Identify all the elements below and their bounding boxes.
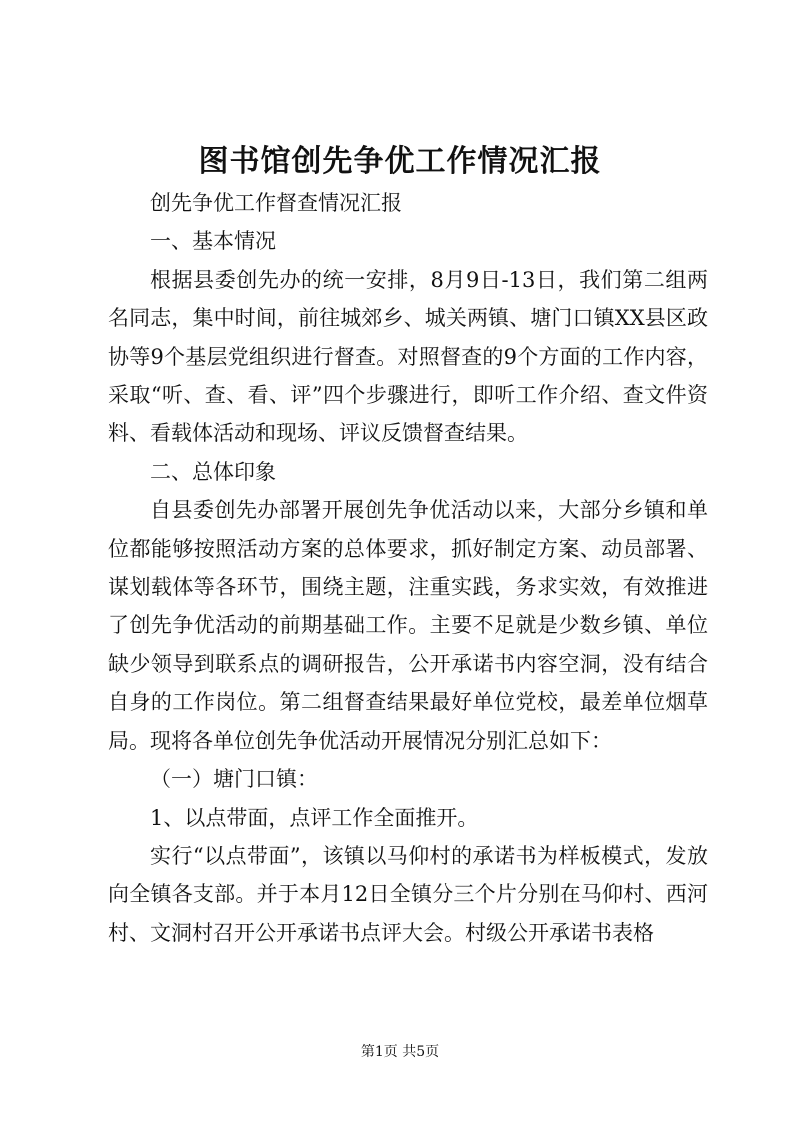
page-footer: 第1页 共5页 bbox=[360, 1044, 440, 1060]
item-heading: 1、以点带面，点评工作全面推开。 bbox=[150, 805, 479, 830]
section-heading-impression: 二、总体印象 bbox=[150, 459, 276, 484]
document-title: 图书馆创先争优工作情况汇报 bbox=[198, 144, 602, 179]
subtitle-paragraph: 创先争优工作督查情况汇报 bbox=[150, 191, 402, 215]
body-paragraph: 自县委创先办部署开展创先争优活动以来，大部分乡镇和单位都能够按照活动方案的总体要求，抓好制定方案、动员部署、谋划载体等各环节，围绕主题，注重实践，务求实效，有效推进了创先争优活动的前期基础工作。主要不足就是少数乡镇、单位缺少领导到联系点的调研报告，公开承诺书内容空洞，没有结合自身的工作岗位。第二组督查结果最好单位党校，最差单位烟草局。现将各单位创先争优活动开展情况分别汇总如下： bbox=[108, 498, 708, 753]
section-heading-basic: 一、基本情况 bbox=[150, 229, 276, 254]
document-body bbox=[108, 184, 708, 952]
body-paragraph: 根据县委创先办的统一安排，8月9日-13日，我们第二组两名同志，集中时间，前往城郊乡、城关两镇、塘门口镇XX县区政协等9个基层党组织进行督查。对照督查的9个方面的工作内容，采取“听、查、看、评”四个步骤进行，即听工作介绍、查文件资料、看载体活动和现场、评议反馈督查结果。 bbox=[108, 267, 708, 446]
subsection-heading: （一）塘门口镇： bbox=[150, 767, 318, 792]
body-paragraph: 实行“以点带面”，该镇以马仰村的承诺书为样板模式，发放向全镇各支部。并于本月12日全镇分三个片分别在马仰村、西河村、文洞村召开公开承诺书点评大会。村级公开承诺书表格 bbox=[108, 843, 708, 945]
